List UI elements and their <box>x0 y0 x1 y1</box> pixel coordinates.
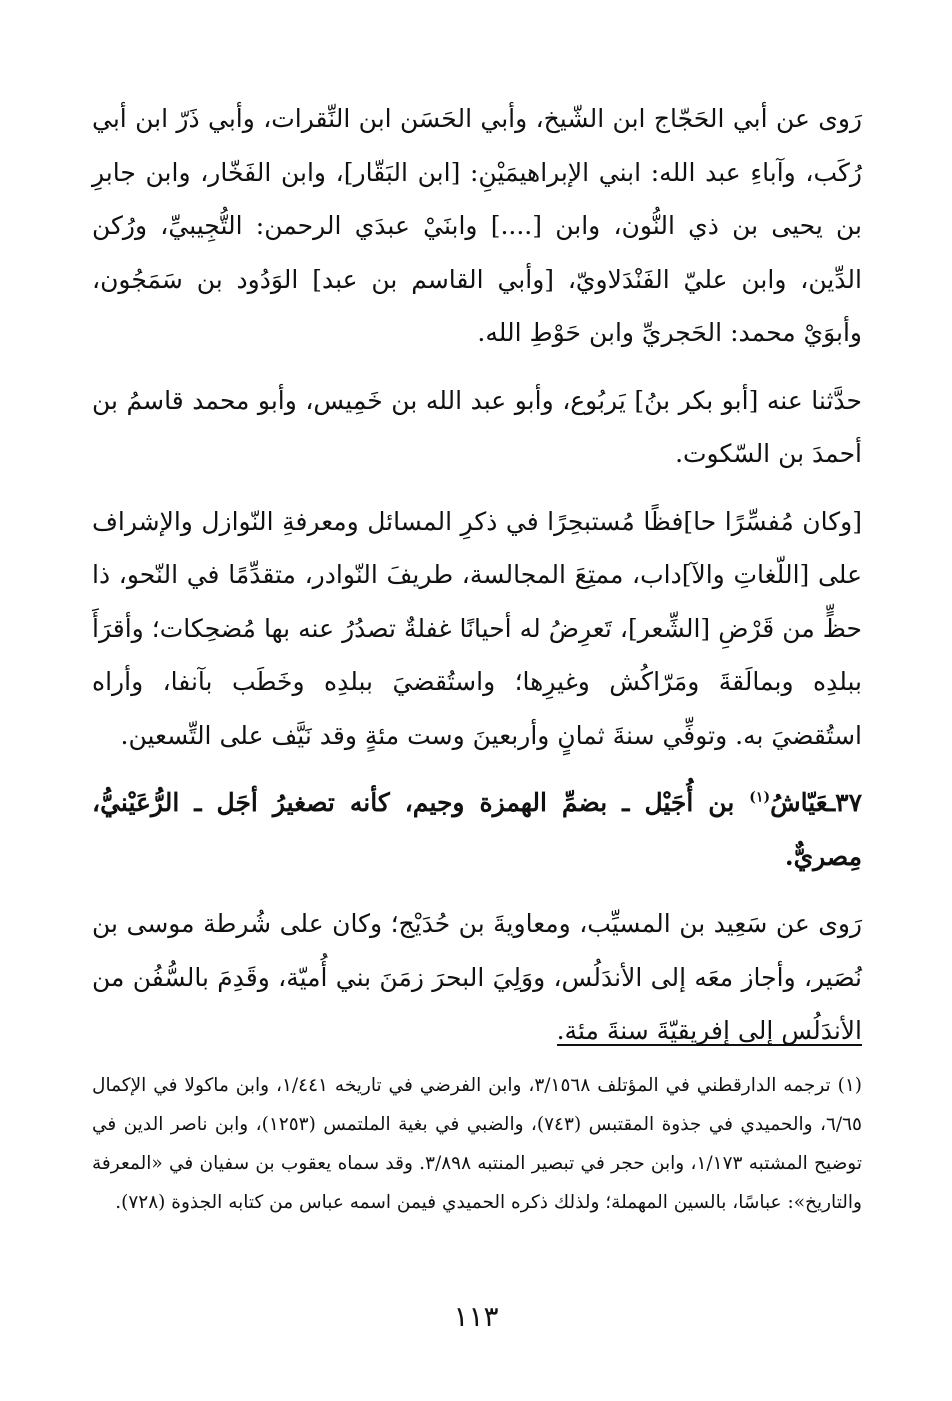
main-text <box>92 92 862 1072</box>
footnote-1 <box>92 1066 862 1222</box>
page-number: ١١٣ <box>453 1300 499 1333</box>
footnote-text: ترجمه الدارقطني في المؤتلف ٣/١٥٦٨، وابن الفرضي في تاريخه ١/٤٤١، وابن ماكولا في الإكمال ٦/٦٥، والحميدي في جذوة المقتبس (٧٤٣)، والضبي في بغية الملتمس (١٢٥٣)، وابن ناصر الدين في توضيح المشتبه ١/١٧٣، وابن حجر في تبصير المنتبه ٣/٨٩٨. وقد سماه يعقوب بن سفيان في «المعرفة والتاريخ»: عباسًا، بالسين المهملة؛ ولذلك ذكره الحميدي فيمن اسمه عباس من كتابه الجذوة (٧٢٨). <box>92 1075 862 1213</box>
entry-number: ٣٧ـ <box>827 788 862 817</box>
paragraph-3: [وكان مُفسِّرًا حا]فظًا مُستبحِرًا في ذكرِ المسائل ومعرفةِ النّوازل والإشراف على [اللّغاتِ والآ]داب، ممتِعَ المجالسة، طريفَ النّوادر، متقدِّمًا في النّحو، ذا حظٍّ من قَرْضِ [الشِّعر]، تَعرِضُ له أحيانًا غفلةٌ تصدُرُ عنه بها مُضحِكات؛ وأقرَأَ ببلدِه وبمالَقةَ ومَرّاكُش وغيرِها؛ واستُقضيَ ببلدِه وخَطَب بآنفا، وأراه استُقضيَ به. وتوفِّي سنةَ ثمانٍ وأربعينَ وست مئةٍ وقد نَيَّف على التِّسعين. <box>92 506 862 750</box>
paragraph-2: حدَّثنا عنه [أبو بكر بنُ] يَربُوع، وأبو عبد الله بن خَمِيس، وأبو محمد قاسمُ بن أحمدَ بن السّكوت. <box>92 385 862 468</box>
entry-heading <box>92 776 862 883</box>
footnote-marker: (١) <box>837 1075 862 1096</box>
footnote-reference[interactable]: (١) <box>749 789 771 806</box>
footnotes <box>92 1066 862 1222</box>
entry-name: عَيّاشُ <box>770 788 828 817</box>
paragraph-1: رَوى عن أبي الحَجّاج ابن الشّيخ، وأبي الحَسَن ابن النِّقرات، وأبي ذَرّ ابن أبي رُكَب، وآباءِ عبد الله: ابني الإبراهيمَيْنِ: [ابن البَقّار]، وابن الفَخّار، وابن جابرِ بن يحيى بن ذي النُّون، وابن [....] وابنَيْ عبدَي الرحمن: التُّجِيبيِّ، ورُكن الدِّين، وابن عليّ الفَنْدَلاويّ، [وأبي القاسم بن عبد] الوَدُود بن سَمَجُون، وأبوَيْ محمد: الحَجريِّ وابن حَوْطِ الله. <box>92 104 862 347</box>
footnote-separator <box>557 1044 862 1046</box>
entry-description: بن أُجَيْل ـ بضمِّ الهمزة وجيم، كأنه تصغيرُ أجَل ـ الرُّعَيْنيُّ، مِصريٌّ. <box>92 788 862 871</box>
paragraph-4: رَوى عن سَعِيد بن المسيِّب، ومعاويةَ بن حُدَيْج؛ وكان على شُرطة موسى بن نُصَير، وأجاز معَه إلى الأندَلُس، ووَلِيَ البحرَ زمَنَ بني أُميّة، وقَدِمَ بالسُّفُن من الأندَلُس إلى إفريقيّةَ سنةَ مئة. <box>92 909 862 1045</box>
